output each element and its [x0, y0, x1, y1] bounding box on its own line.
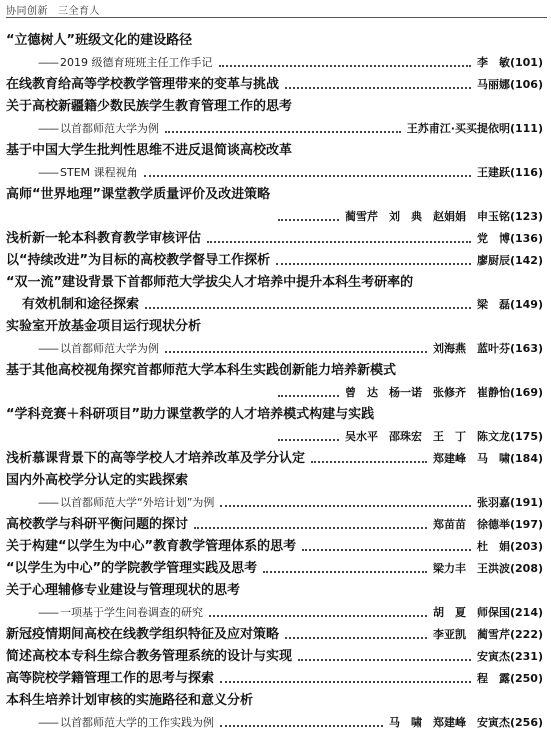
toc-author-page: 马丽娜(106): [476, 78, 543, 91]
header-right: 三全育人: [58, 6, 100, 17]
header-rule: [6, 17, 547, 18]
toc-entry-line: [0, 558, 551, 580]
toc-subtitle: STEM 课程视角: [60, 166, 138, 179]
toc-author-page: 胡 夏 师保国(214): [432, 606, 543, 619]
toc-author-page: 张羽嘉(191): [476, 496, 543, 509]
toc-author-page: 郑建峰 马 啸(184): [432, 452, 543, 465]
toc-author-page: 廖厨辰(142): [476, 254, 543, 267]
toc-author-page: 梁 磊(149): [476, 298, 543, 311]
toc-sub-line: —— 2019 级德育班班主任工作手记 李 敏(101): [0, 52, 551, 74]
toc-entry-line: [0, 448, 551, 470]
running-header: [6, 2, 546, 18]
toc-title: 实验室开放基金项目运行现状分析: [6, 319, 202, 334]
toc-title-line: [0, 690, 551, 712]
toc-authors-line: [0, 426, 551, 448]
toc-author-page: 杜 娟(203): [476, 540, 543, 553]
toc-author-page: 刘海燕 蓝叶芬(163): [432, 342, 543, 355]
toc-subtitle: 以首都师范大学为例: [60, 342, 159, 355]
toc-author-page: 李 敏(101): [476, 56, 543, 69]
toc-title: 基于中国大学生批判性思维不进反退简谈高校改革: [6, 143, 293, 158]
toc-title-line: [0, 470, 551, 492]
toc-entry-line: [0, 668, 551, 690]
toc-subtitle: 一项基于学生问卷调查的研究: [60, 606, 203, 619]
toc-sub-line: —— 以首都师范大学为例 王苏甫江·买买提依明(111): [0, 118, 551, 140]
toc-sub-line: —— STEM 课程视角 王建跃(116): [0, 162, 551, 184]
toc-entry-line: [0, 514, 551, 536]
toc-subtitle: 2019 级德育班班主任工作手记: [60, 56, 213, 69]
toc-title-line: [0, 184, 551, 206]
toc-author-page: 郑苗苗 徐德举(197): [432, 518, 543, 531]
toc-title-line: [0, 580, 551, 602]
toc-title: 国内外高校学分认定的实践探索: [6, 473, 189, 488]
toc-author-page: 王苏甫江·买买提依明(111): [406, 122, 543, 135]
toc-sub-line: —— 一项基于学生问卷调查的研究 胡 夏 师保国(214): [0, 602, 551, 624]
toc-title: 关于构建“以学生为中心”教育教学管理体系的思考: [6, 539, 297, 554]
toc-title: “学科竞赛＋科研项目”助力课堂教学的人才培养模式构建与实践: [6, 407, 375, 422]
toc-title: 本科生培养计划审核的实施路径和意义分析: [6, 693, 254, 708]
toc-title: 关于心理辅修专业建设与管理现状的思考: [6, 583, 241, 598]
toc-entry-line: [0, 536, 551, 558]
toc-title-line: [0, 272, 551, 294]
toc-title: 基于其他高校视角探究首都师范大学本科生实践创新能力培养新模式: [6, 363, 397, 378]
toc-title: 在线教育给高等学校教学管理带来的变革与挑战: [6, 77, 280, 92]
toc-title: “以学生为中心”的学院教学管理实践及思考: [6, 561, 258, 576]
toc-title-line: [0, 404, 551, 426]
toc-entry-line: [0, 228, 551, 250]
toc-title: 新冠疫情期间高校在线教学组织特征及应对策略: [6, 627, 280, 642]
toc-author-page: 安寅杰(231): [476, 650, 543, 663]
toc-title-line: [0, 96, 551, 118]
toc-title: 浅析慕课背景下的高等学校人才培养改革及学分认定: [6, 451, 306, 466]
header-left: 协同创新: [6, 6, 48, 17]
toc-entry-line: [0, 294, 551, 316]
toc-title: “双一流”建设背景下首都师范大学拔尖人才培养中提升本科生考研率的: [6, 275, 414, 290]
toc-sub-line: —— 以首都师范大学的工作实践为例 马 啸 郑建峰 安寅杰(256): [0, 712, 551, 734]
toc-title: 以“持续改进”为目标的高校教学督导工作探析: [6, 253, 271, 268]
toc-title-line: [0, 140, 551, 162]
toc-authors-line: [0, 206, 551, 228]
toc-subtitle: 以首都师范大学的工作实践为例: [60, 716, 214, 729]
toc-title-line: [0, 30, 551, 52]
toc-subtitle: 以首都师范大学为例: [60, 122, 159, 135]
toc-author-page: 党 博(136): [476, 232, 543, 245]
toc-author-page: 李亚凯 蔺雪芹(222): [432, 628, 543, 641]
toc-author-page: 程 露(250): [476, 672, 543, 685]
toc-author-page: 曾 达 杨一诺 张修齐 崔静怡(169): [344, 386, 543, 399]
toc-title-continued: 有效机制和途径探索: [22, 297, 140, 312]
toc-entry-line: [0, 624, 551, 646]
toc-title: “立德树人”班级文化的建设路径: [6, 33, 193, 48]
toc-title: 高师“世界地理”课堂教学质量评价及改进策略: [6, 187, 271, 202]
toc-author-page: 吴水平 邵珠宏 王 丁 陈文龙(175): [344, 430, 543, 443]
toc-author-page: 梁力丰 王洪波(208): [432, 562, 543, 575]
toc-title: 浅析新一轮本科教育教学审核评估: [6, 231, 202, 246]
toc-title: 高等院校学籍管理工作的思考与探索: [6, 671, 215, 686]
toc-title-line: [0, 360, 551, 382]
toc-authors-line: [0, 382, 551, 404]
table-of-contents: [0, 30, 551, 734]
toc-entry-line: [0, 646, 551, 668]
toc-title: 高校教学与科研平衡问题的探讨: [6, 517, 189, 532]
toc-author-page: 王建跃(116): [476, 166, 543, 179]
toc-title: 关于高校新疆籍少数民族学生教育管理工作的思考: [6, 99, 293, 114]
toc-sub-line: —— 以首都师范大学为例 刘海燕 蓝叶芬(163): [0, 338, 551, 360]
toc-subtitle: 以首都师范大学“外培计划”为例: [60, 496, 215, 509]
toc-title: 简述高校本专科生综合教务管理系统的设计与实现: [6, 649, 293, 664]
toc-author-page: 马 啸 郑建峰 安寅杰(256): [388, 716, 543, 729]
toc-sub-line: —— 以首都师范大学“外培计划”为例 张羽嘉(191): [0, 492, 551, 514]
toc-author-page: 蔺雪芹 刘 典 赵娟娟 申玉铭(123): [344, 210, 543, 223]
toc-entry-line: [0, 250, 551, 272]
toc-entry-line: [0, 74, 551, 96]
toc-title-line: [0, 316, 551, 338]
